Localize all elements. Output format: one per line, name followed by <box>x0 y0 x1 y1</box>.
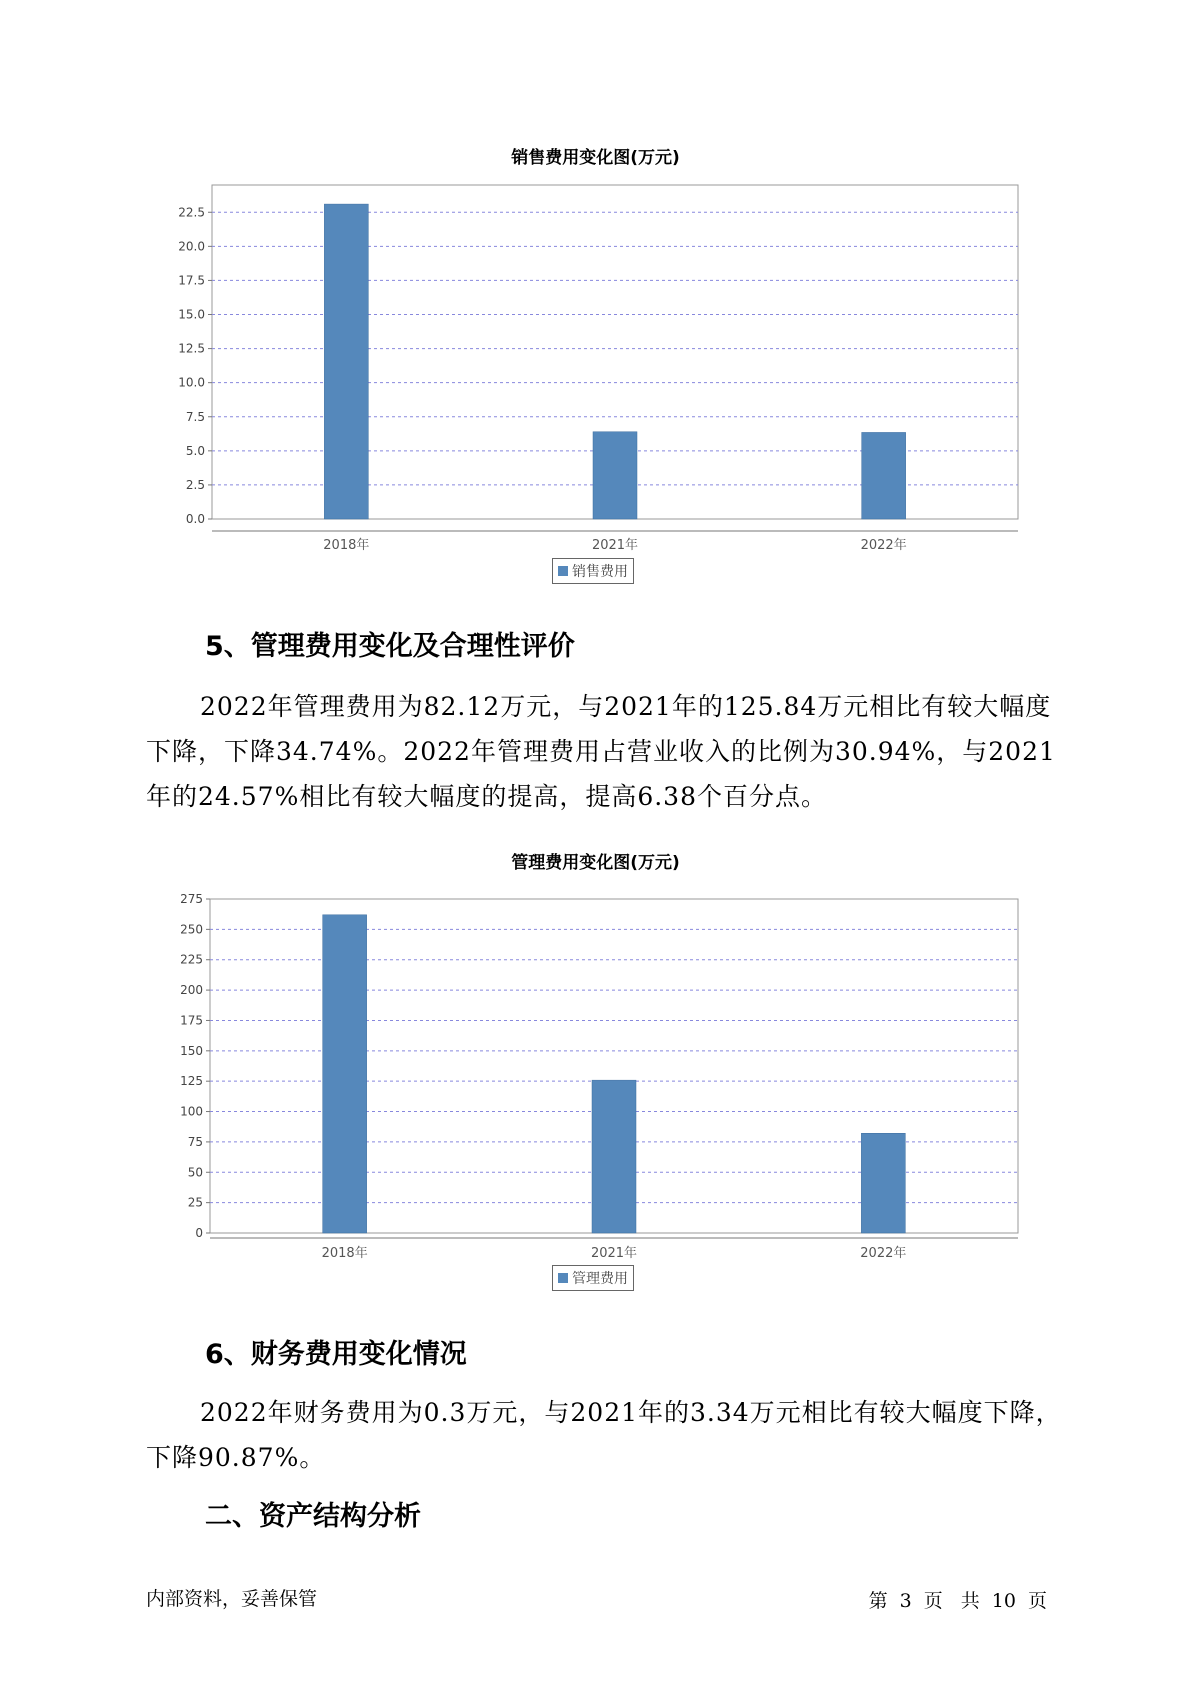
total-prefix: 共 <box>960 1590 980 1612</box>
y-tick-label: 10.0 <box>178 375 205 390</box>
y-tick-label: 150 <box>180 1043 203 1058</box>
section6-heading: 6、财务费用变化情况 <box>205 1339 467 1370</box>
section-two-heading: 二、资产结构分析 <box>205 1501 421 1532</box>
section5-text: 2022年管理费用为82.12万元，与2021年的125.84万元相比有较大幅度下降，下降34.74%。2022年管理费用占营业收入的比例为30.94%，与2021年的24.57%相比有较大幅度的提高，提高6.38个百分点。 <box>146 692 1056 811</box>
page-num: 3 <box>899 1590 912 1612</box>
bar-2022年 <box>861 1133 905 1233</box>
chart-title: 销售费用变化图(万元) <box>511 148 680 168</box>
y-tick-label: 17.5 <box>178 273 205 288</box>
section5-heading: 5、管理费用变化及合理性评价 <box>205 631 575 662</box>
y-tick-label: 175 <box>180 1013 203 1028</box>
section6-text: 2022年财务费用为0.3万元，与2021年的3.34万元相比有较大幅度下降，下降90.87%。 <box>146 1398 1062 1472</box>
y-tick-label: 100 <box>180 1104 203 1119</box>
bar-2021年 <box>592 1080 636 1233</box>
y-tick-label: 12.5 <box>178 341 205 356</box>
chart-title: 管理费用变化图(万元) <box>511 853 680 873</box>
legend-label: 销售费用 <box>572 564 628 580</box>
x-tick-label: 2021年 <box>591 538 639 553</box>
x-tick-label: 2018年 <box>323 538 370 553</box>
x-tick-label: 2018年 <box>321 1246 368 1261</box>
x-tick-label: 2022年 <box>860 1246 907 1261</box>
y-tick-label: 5.0 <box>185 443 205 458</box>
page-prefix: 第 <box>868 1590 888 1612</box>
section6-paragraph <box>146 1390 1066 1480</box>
x-tick-label: 2021年 <box>590 1246 638 1261</box>
legend-label: 管理费用 <box>572 1271 628 1287</box>
y-tick-label: 22.5 <box>178 205 205 220</box>
footer-page-number <box>863 1586 1053 1613</box>
y-tick-label: 20.0 <box>178 239 205 254</box>
y-tick-label: 75 <box>187 1134 203 1149</box>
y-tick-label: 2.5 <box>185 477 205 492</box>
page-unit: 页 <box>923 1590 943 1612</box>
total-unit: 页 <box>1027 1590 1047 1612</box>
footer-confidential: 内部资料，妥善保管 <box>146 1588 318 1610</box>
bar-2018年 <box>323 915 367 1233</box>
y-tick-label: 0 <box>195 1226 203 1240</box>
total-num: 10 <box>991 1590 1016 1612</box>
y-tick-label: 0.0 <box>185 512 205 526</box>
y-tick-label: 7.5 <box>185 409 205 424</box>
y-tick-label: 250 <box>180 922 203 937</box>
y-tick-label: 50 <box>187 1165 203 1180</box>
y-tick-label: 125 <box>180 1074 203 1089</box>
x-tick-label: 2022年 <box>860 538 907 553</box>
chart-legend <box>552 1265 634 1291</box>
legend-swatch <box>558 1273 568 1283</box>
y-tick-label: 200 <box>180 983 203 998</box>
y-tick-label: 275 <box>180 892 203 906</box>
y-tick-label: 225 <box>180 952 203 967</box>
y-tick-label: 25 <box>187 1195 203 1210</box>
y-tick-label: 15.0 <box>178 307 205 322</box>
